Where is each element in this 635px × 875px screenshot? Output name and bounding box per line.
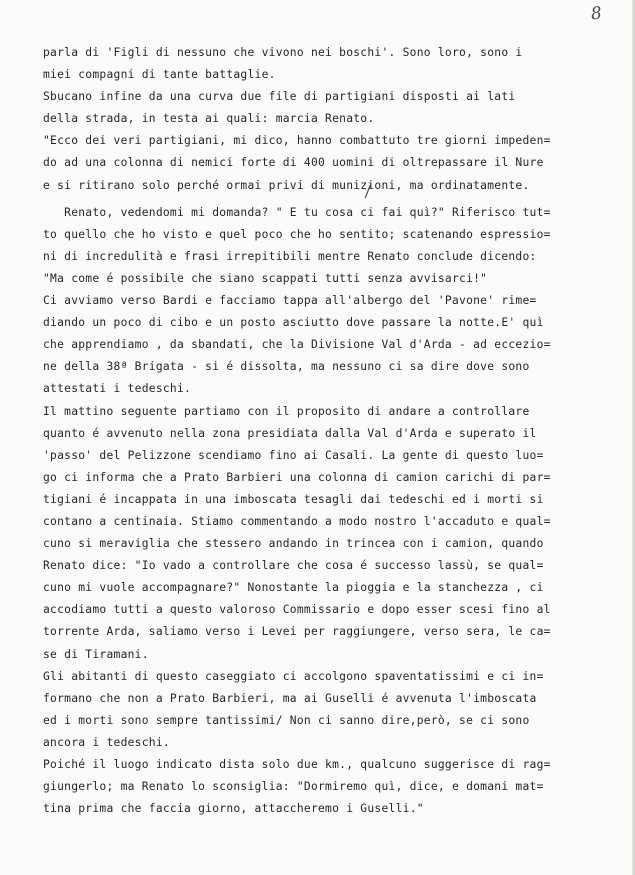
text-line: tina prima che faccia giorno, attaccheremo i Guselli."	[43, 802, 424, 816]
text-line: quanto é avvenuto nella zona presidiata dalla Val d'Arda e superato il	[43, 426, 537, 440]
text-line: ed i morti sono sempre tantissimi/ Non ci sanno dire,però, se ci sono	[43, 713, 530, 727]
text-line: giungerlo; ma Renato lo sconsiglia: "Dormiremo quì, dice, e domani mat=	[43, 780, 544, 794]
text-line: torrente Arda, saliamo verso i Levei per raggiungere, verso sera, le ca=	[43, 625, 551, 639]
text-line: cuno si meraviglia che stessero andando in trincea con i camion, quando	[43, 537, 544, 551]
text-line: to quello che ho visto e quel poco che ho sentito; scatenando espressio=	[43, 227, 551, 241]
text-line: 'passo' del Pelizzone scendiamo fino ai Casali. La gente di questo luo=	[43, 448, 544, 462]
text-line: diando un poco di cibo e un posto asciutto dove passare la notte.E' quì	[43, 316, 544, 330]
text-line: ne della 38ª Brigata - si é dissolta, ma nessuno ci sa dire dove sono	[43, 360, 530, 374]
page-number: 8	[589, 3, 603, 25]
text-line: Ci avviamo verso Bardi e facciamo tappa all'albergo del 'Pavone' rime=	[43, 294, 537, 308]
text-line: Sbucano infine da una curva due file di partigiani disposti ai lati	[43, 90, 516, 104]
text-line: miei compagni di tante battaglie.	[43, 68, 276, 82]
text-line: formano che non a Prato Barbieri, ma ai Guselli é avvenuta l'imboscata	[43, 691, 537, 705]
text-line: accodiamo tutti a questo valoroso Commissario e dopo esser scesi fino al	[43, 603, 551, 617]
text-line: attestati i tedeschi.	[43, 382, 192, 396]
text-line: tigiani é incappata in una imboscata tesagli dai tedeschi ed i morti si	[43, 492, 544, 506]
text-line: cuno mi vuole accompagnare?" Nonostante la pioggia e la stanchezza , ci	[43, 581, 544, 595]
text-line: Renato dice: "Io vado a controllare che cosa é successo lassù, se qual=	[43, 559, 544, 573]
text-line: Renato, vedendomi mi domanda? " E tu cosa ci fai quì?" Riferisco tut=	[43, 205, 551, 219]
text-line: ni di incredulità e frasi irrepitibili mentre Renato conclude dicendo:	[43, 249, 537, 263]
text-line: se di Tiramani.	[43, 647, 149, 661]
text-line: go ci informa che a Prato Barbieri una colonna di camion carichi di par=	[43, 470, 551, 484]
text-line: Gli abitanti di questo caseggiato ci accolgono spaventatissimi e ci in=	[43, 669, 544, 683]
text-line: della strada, in testa ai quali: marcia Renato.	[43, 112, 375, 126]
text-line: ancora i tedeschi.	[43, 735, 170, 749]
text-line: e si ritirano solo perché ormai privi di munizioni, ma ordinatamente.	[43, 178, 530, 192]
text-line: contano a centinaia. Stiamo commentando a modo nostro l'accaduto e qual=	[43, 514, 551, 528]
text-line: Poiché il luogo indicato dista solo due km., qualcuno suggerisce di rag=	[43, 758, 551, 771]
text-line: parla di 'Figli di nessuno che vivono nei boschi'. Sono loro, sono i	[43, 46, 523, 59]
text-line: "Ma come é possibile che siano scappati tutti senza avvisarci!"	[43, 271, 488, 285]
text-line: che apprendiamo , da sbandati, che la Divisione Val d'Arda - ad eccezio=	[43, 338, 551, 352]
typewritten-text-body	[43, 42, 613, 820]
text-line: "Ecco dei veri partigiani, mi dico, hanno combattuto tre giorni impeden=	[43, 134, 551, 148]
text-line: Il mattino seguente partiamo con il proposito di andare a controllare	[43, 404, 530, 418]
text-line: do ad una colonna di nemici forte di 400 uomini di oltrepassare il Nure	[43, 156, 544, 170]
